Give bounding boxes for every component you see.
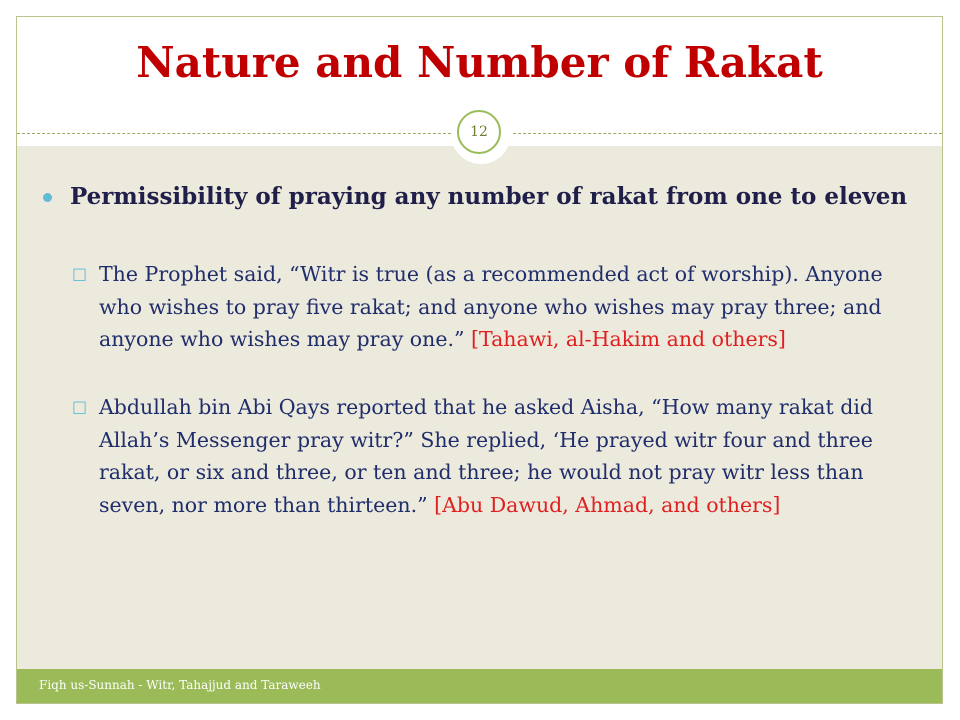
sub-bullet-reference: [Abu Dawud, Ahmad, and others]	[434, 492, 781, 517]
slide-title: Nature and Number of Rakat	[136, 38, 823, 87]
footer-text: Fiqh us-Sunnah - Witr, Tahajjud and Taraweeh	[39, 678, 321, 692]
sub-bullet	[72, 258, 912, 356]
sub-bullet-text: Abdullah bin Abi Qays reported that he asked Aisha, “How many rakat did Allah’s Messenger pray witr?” She replied, ‘He prayed witr four and three rakat, or six and three, or ten and three; he would not pray witr less than seven, nor more than thirteen.”	[99, 395, 874, 517]
main-bullet	[43, 181, 913, 213]
page-number-badge: 12	[457, 110, 501, 154]
round-bullet-icon	[43, 193, 52, 202]
sub-bullet-text: The Prophet said, “Witr is true (as a recommended act of worship). Anyone who wishes to pray five rakat; and anyone who wishes may pray three; and anyone who wishes may pray one.”	[99, 262, 883, 351]
footer-bar	[17, 669, 942, 703]
sub-bullet-reference: [Tahawi, al-Hakim and others]	[471, 327, 786, 351]
sub-bullet	[72, 391, 912, 521]
hollow-square-bullet-icon: □	[72, 264, 88, 283]
hollow-square-bullet-icon: □	[72, 397, 88, 416]
main-bullet-text: Permissibility of praying any number of rakat from one to eleven	[70, 183, 908, 210]
